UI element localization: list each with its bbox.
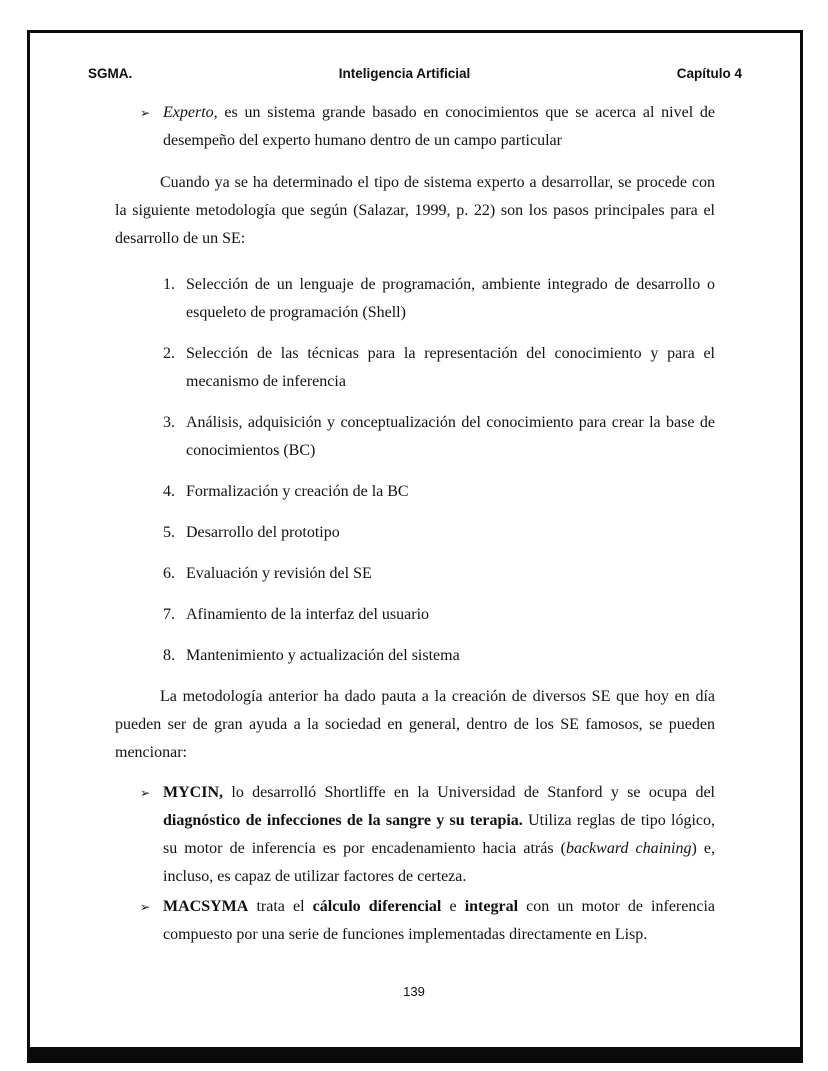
list-item [115, 478, 715, 506]
mycin-bold-phrase: diagnóstico de infecciones de la sangre y su terapia. [163, 812, 523, 829]
mycin-text-3: ) e, incluso, es capaz de utilizar factores de certeza. [163, 840, 715, 885]
macsyma-bold-phrase-1: cálculo diferencial [312, 898, 442, 915]
list-item [115, 560, 715, 588]
document-body [115, 99, 715, 949]
experto-bullet-text [163, 99, 715, 155]
page-header [88, 66, 742, 81]
list-item-text: Análisis, adquisición y conceptualización del conocimiento para crear la base de conocimientos (BC) [186, 414, 715, 459]
arrow-bullet-icon: ➢ [140, 900, 151, 914]
list-item [115, 340, 715, 396]
list-item-number: 7. [163, 606, 175, 623]
macsyma-text-2: e [441, 898, 465, 915]
mycin-name: MYCIN, [163, 784, 223, 801]
intro-paragraph: Cuando ya se ha determinado el tipo de sistema experto a desarrollar, se procede con la siguiente metodología que según (Salazar, 1999, p. 22) son los pasos principales para el desarrollo de un SE: [115, 174, 715, 247]
list-item-text: Formalización y creación de la BC [186, 483, 409, 500]
list-item-number: 8. [163, 647, 175, 664]
macsyma-name: MACSYMA [163, 898, 249, 915]
header-left-text: SGMA. [88, 66, 133, 81]
mycin-bullet-text [163, 779, 715, 891]
mycin-text-1: lo desarrolló Shortliffe en la Universidad de Stanford y se ocupa del [223, 784, 715, 801]
mycin-italic-phrase: backward chaining [565, 840, 692, 857]
list-item-number: 2. [163, 345, 175, 362]
list-item [115, 601, 715, 629]
list-item [115, 519, 715, 547]
methodology-paragraph: La metodología anterior ha dado pauta a la creación de diversos SE que hoy en día pueden ser de gran ayuda a la sociedad en general, dentro de los SE famosos, se pueden mencionar: [115, 688, 715, 761]
list-item-number: 3. [163, 414, 175, 431]
page-number: 139 [403, 984, 425, 999]
list-item [115, 271, 715, 327]
mycin-text-2: Utiliza reglas de tipo lógico, su motor de inferencia es por encadenamiento hacia atrás ( [163, 812, 715, 857]
list-item [115, 409, 715, 465]
experto-term: Experto [163, 104, 214, 121]
famous-se-list [115, 779, 715, 949]
header-center-title: Inteligencia Artificial [338, 66, 471, 81]
arrow-bullet-icon: ➢ [140, 106, 151, 120]
header-right-chapter: Capítulo 4 [676, 66, 742, 81]
experto-bullet-item [115, 99, 715, 155]
macsyma-bullet-text [163, 893, 715, 949]
list-item-text: Mantenimiento y actualización del sistema [186, 647, 460, 664]
macsyma-text-1: trata el [248, 898, 313, 915]
experto-description: , es un sistema grande basado en conocimientos que se acerca al nivel de desempeño del experto humano dentro de un campo particular [163, 104, 715, 149]
list-item-number: 5. [163, 524, 175, 541]
list-item-number: 6. [163, 565, 175, 582]
list-item-text: Afinamiento de la interfaz del usuario [186, 606, 430, 623]
list-item-text: Evaluación y revisión del SE [186, 565, 372, 582]
macsyma-text-3: con un motor de inferencia compuesto por una serie de funciones implementadas directamente en Lisp. [163, 898, 716, 943]
list-item [115, 642, 715, 670]
mycin-bullet-item [115, 779, 715, 891]
macsyma-bold-phrase-2: integral [464, 898, 519, 915]
methodology-steps-list [115, 271, 715, 670]
list-item-text: Selección de las técnicas para la representación del conocimiento y para el mecanismo de inferencia [186, 345, 715, 390]
list-item-number: 1. [163, 276, 175, 293]
macsyma-bullet-item [115, 893, 715, 949]
list-item-text: Selección de un lenguaje de programación, ambiente integrado de desarrollo o esqueleto de programación (Shell) [186, 276, 715, 321]
arrow-bullet-icon: ➢ [140, 786, 151, 800]
list-item-number: 4. [163, 483, 175, 500]
list-item-text: Desarrollo del prototipo [186, 524, 340, 541]
